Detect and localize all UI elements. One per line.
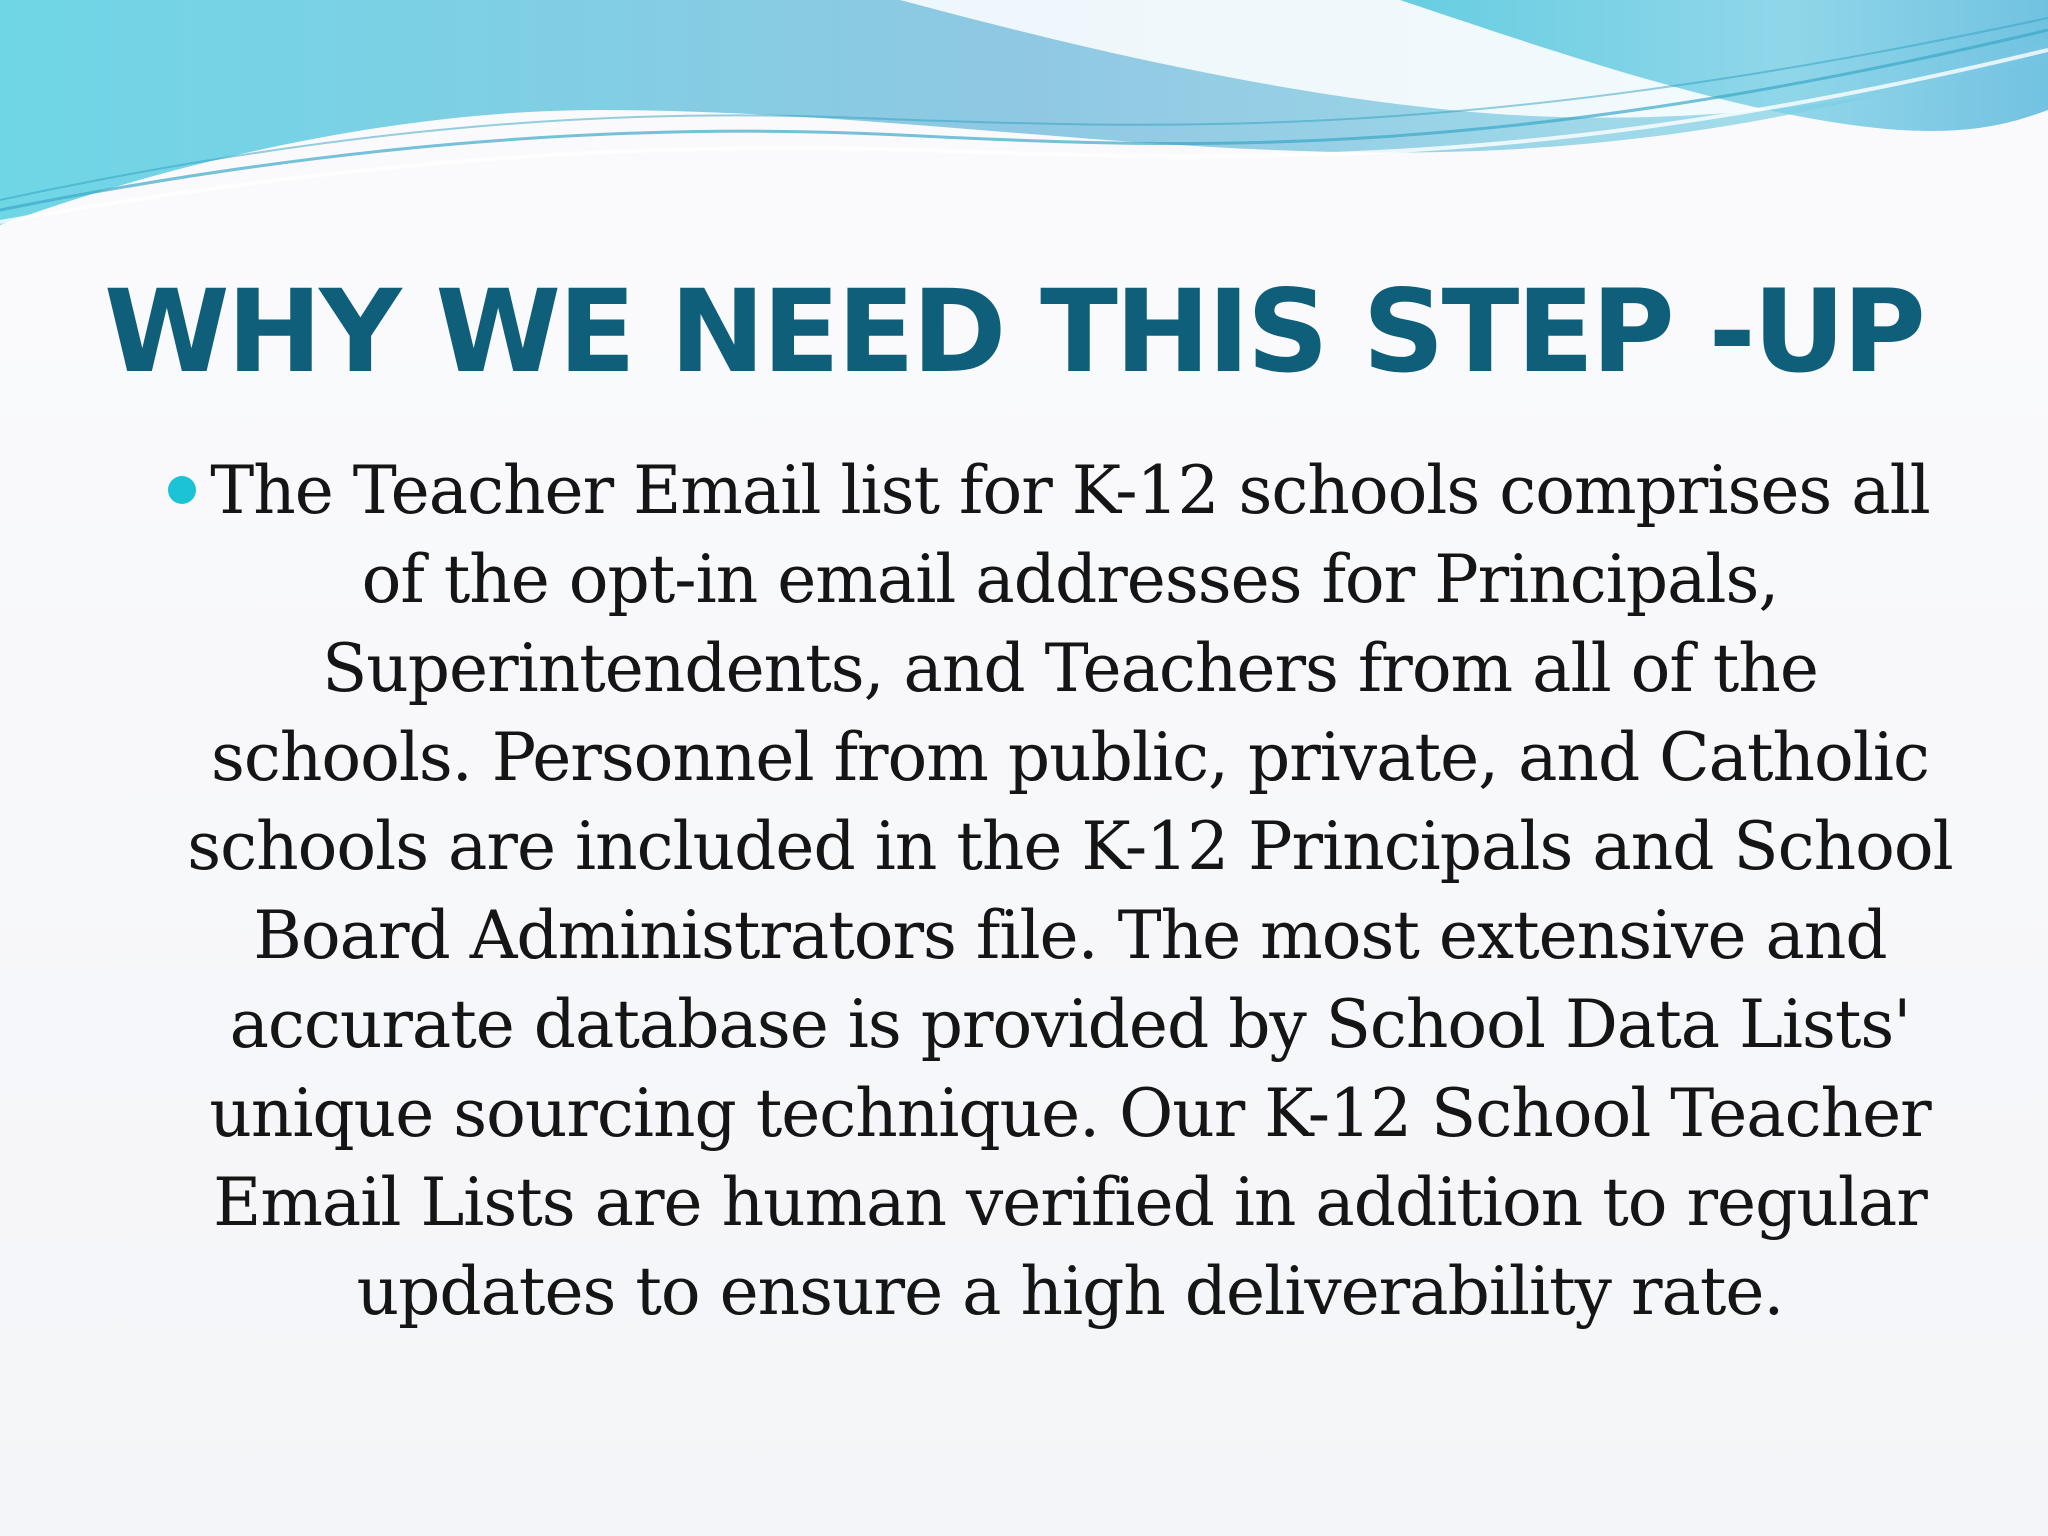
bullet-paragraph: The Teacher Email list for K-12 schools comprises all of the opt-in email addresses for Principals, Superintendents, and Teachers from all of the schools. Personnel from public, private, and Catholic schools are included in the K-12 Principals and School Board Administrators file. The most extensive and accurate database is provided by School Data Lists' unique sourcing technique. Our K-12 School Teacher Email Lists are human verified in addition to regular updates to ensure a high deliverability rate.: [187, 452, 1953, 1330]
slide-title: WHY WE NEED THIS STEP -UP: [104, 265, 1923, 398]
wave-header-decoration: [0, 0, 2048, 240]
